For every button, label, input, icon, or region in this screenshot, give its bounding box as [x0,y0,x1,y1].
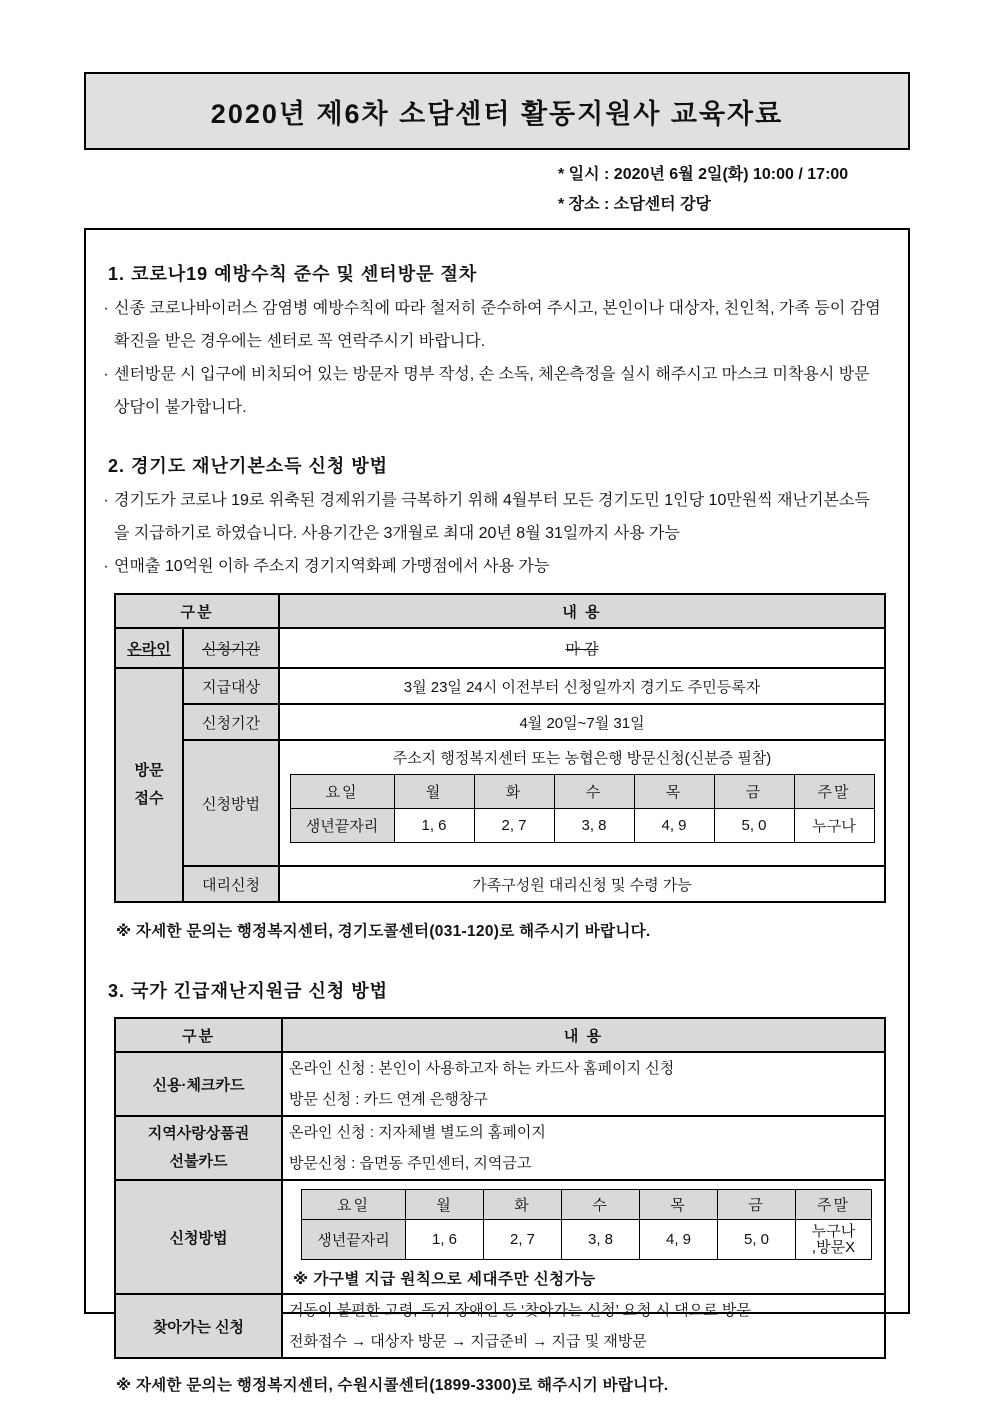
schedule-value-cell: 1, 6 [394,809,474,843]
weekend-line: ,방문X [811,1238,856,1256]
period-value: 4월 20일~7월 31일 [279,704,885,740]
visiting-line: 거동이 불편한 고령, 독거 장애인 등 ‘찾아가는 신청’ 요청 시 댁으로 방문 [289,1302,751,1319]
method-label: 신청방법 [183,740,279,866]
schedule-day-header: 화 [484,1190,562,1220]
proxy-label: 대리신청 [183,866,279,902]
bullet-text: 센터방문 시 입구에 비치되어 있는 방문자 명부 작성, 손 소독, 체온측정을 실시 해주시고 마스크 미착용시 방문 상담이 불가합니다. [114,366,870,416]
bullet-marker: · [103,366,109,383]
target-value: 3월 23일 24시 이전부터 신청일까지 경기도 주민등록자 [279,668,885,704]
table-row-method [115,1180,885,1294]
schedule-value-cell: 2, 7 [484,1220,562,1260]
weekday-schedule-table [301,1189,872,1260]
bullet-marker: · [103,558,109,575]
visit-group-label [115,668,183,902]
schedule-day-header: 금 [714,775,794,809]
schedule-weekend-cell [796,1220,872,1260]
schedule-day-header: 수 [554,775,634,809]
national-relief-table [114,1017,886,1359]
table-row-visiting [115,1294,885,1358]
schedule-value-cell: 3, 8 [562,1220,640,1260]
bullet-text: 경기도가 코로나 19로 위축된 경제위기를 극복하기 위해 4월부터 모든 경기도민 1인당 10만원씩 재난기본소득을 지급하기로 하였습니다. 사용기간은 3개월로 최대 20년 8월 31일까지 사용 가능 [114,492,870,542]
content-box [84,228,910,1394]
voucher-line: 온라인 신청 : 지자체별 별도의 홈페이지 [289,1124,546,1141]
schedule-value-cell: 5, 0 [718,1220,796,1260]
schedule-value-cell: 누구나 [794,809,874,843]
schedule-value-cell: 4, 9 [634,809,714,843]
method-description: 주소지 행정복지센터 또는 농협은행 방문신청(신분증 필참) [392,750,772,767]
table-row-card [115,1052,885,1116]
section2-bullets [98,484,882,583]
bullet-item [98,292,882,358]
meta-datetime: * 일시 : 2020년 6월 2일(화) 10:00 / 17:00 [558,166,849,183]
schedule-header-row [290,775,874,809]
schedule-row-label: 생년끝자리 [290,809,394,843]
schedule-value-cell: 4, 9 [640,1220,718,1260]
schedule-day-header: 목 [640,1190,718,1220]
column-header-category: 구분 [115,1018,282,1052]
table-row-proxy [115,866,885,902]
household-note: ※ 가구별 지급 원칙으로 세대주만 신청가능 [293,1271,596,1288]
table-row-voucher [115,1116,885,1180]
section2-note: ※ 자세한 문의는 행정복지센터, 경기도콜센터(031-120)로 해주시기 바랍니다. [116,923,651,940]
method-label: 신청방법 [115,1180,282,1294]
table-row-online [115,628,885,668]
schedule-day-header: 월 [394,775,474,809]
table-row-method [115,740,885,866]
schedule-row-label: 생년끝자리 [302,1220,406,1260]
bullet-text: 연매출 10억원 이하 주소지 경기지역화폐 가맹점에서 사용 가능 [114,558,550,575]
bullet-marker: · [103,492,109,509]
section1-bullets [98,292,882,424]
column-header-category: 구분 [115,594,279,628]
voucher-line: 방문신청 : 읍면동 주민센터, 지역금고 [289,1155,532,1172]
schedule-value-cell: 3, 8 [554,809,634,843]
visit-group-line: 접수 [134,790,164,807]
title-banner [84,72,910,150]
card-label: 신용·체크카드 [115,1052,282,1116]
voucher-label-line: 선불카드 [169,1153,228,1170]
section3-note: ※ 자세한 문의는 행정복지센터, 수원시콜센터(1899-3300)로 해주시기 바랍니다. [116,1377,669,1394]
section1-heading: 1. 코로나19 예방수칙 준수 및 센터방문 절차 [108,264,478,284]
schedule-day-header: 화 [474,775,554,809]
schedule-day-header: 요일 [302,1190,406,1220]
schedule-value-cell: 2, 7 [474,809,554,843]
gyeonggi-income-table [114,593,886,903]
bullet-marker: · [103,300,109,317]
target-label: 지급대상 [183,668,279,704]
online-period-value: 마 감 [565,640,599,658]
schedule-day-header: 목 [634,775,714,809]
schedule-day-header: 주말 [796,1190,872,1220]
bullet-item [98,550,882,583]
weekday-schedule-table [290,774,875,843]
schedule-value-row [290,809,874,843]
visiting-label: 찾아가는 신청 [115,1294,282,1358]
schedule-day-header: 월 [406,1190,484,1220]
proxy-value: 가족구성원 대리신청 및 수령 가능 [279,866,885,902]
period-label: 신청기간 [183,704,279,740]
section3-heading: 3. 국가 긴급재난지원금 신청 방법 [108,981,389,1001]
voucher-label-line: 지역사랑상품권 [147,1125,250,1142]
bullet-text: 신종 코로나바이러스 감염병 예방수칙에 따라 철저히 준수하여 주시고, 본인이나 대상자, 친인척, 가족 등이 감염확진을 받은 경우에는 센터로 꼭 연락주시기 바랍니다. [114,300,881,350]
card-line: 온라인 신청 : 본인이 사용하고자 하는 카드사 홈페이지 신청 [289,1060,675,1077]
schedule-day-header: 금 [718,1190,796,1220]
visit-group-line: 방문 [134,762,164,779]
schedule-day-header: 요일 [290,775,394,809]
online-period-label: 신청기간 [202,640,260,658]
column-header-content: 내 용 [279,594,885,628]
table-row-period [115,704,885,740]
bullet-item [98,484,882,550]
schedule-day-header: 주말 [794,775,874,809]
meta-block [558,160,848,220]
schedule-day-header: 수 [562,1190,640,1220]
schedule-header-row [302,1190,872,1220]
voucher-label [115,1116,282,1180]
schedule-value-cell: 5, 0 [714,809,794,843]
document-title: 2020년 제6차 소담센터 활동지원사 교육자료 [210,98,784,129]
weekend-line: 누구나 [811,1222,856,1240]
schedule-value-cell: 1, 6 [406,1220,484,1260]
online-group-label: 온라인 [127,640,171,658]
meta-place: * 장소 : 소담센터 강당 [558,196,711,213]
table-row-target [115,668,885,704]
card-line: 방문 신청 : 카드 연계 은행창구 [289,1091,488,1108]
visiting-line: 전화접수 → 대상자 방문 → 지급준비 → 지급 및 재방문 [289,1333,647,1350]
section2-heading: 2. 경기도 재난기본소득 신청 방법 [108,456,389,476]
bullet-item [98,358,882,424]
schedule-value-row [302,1220,872,1260]
column-header-content: 내 용 [282,1018,885,1052]
